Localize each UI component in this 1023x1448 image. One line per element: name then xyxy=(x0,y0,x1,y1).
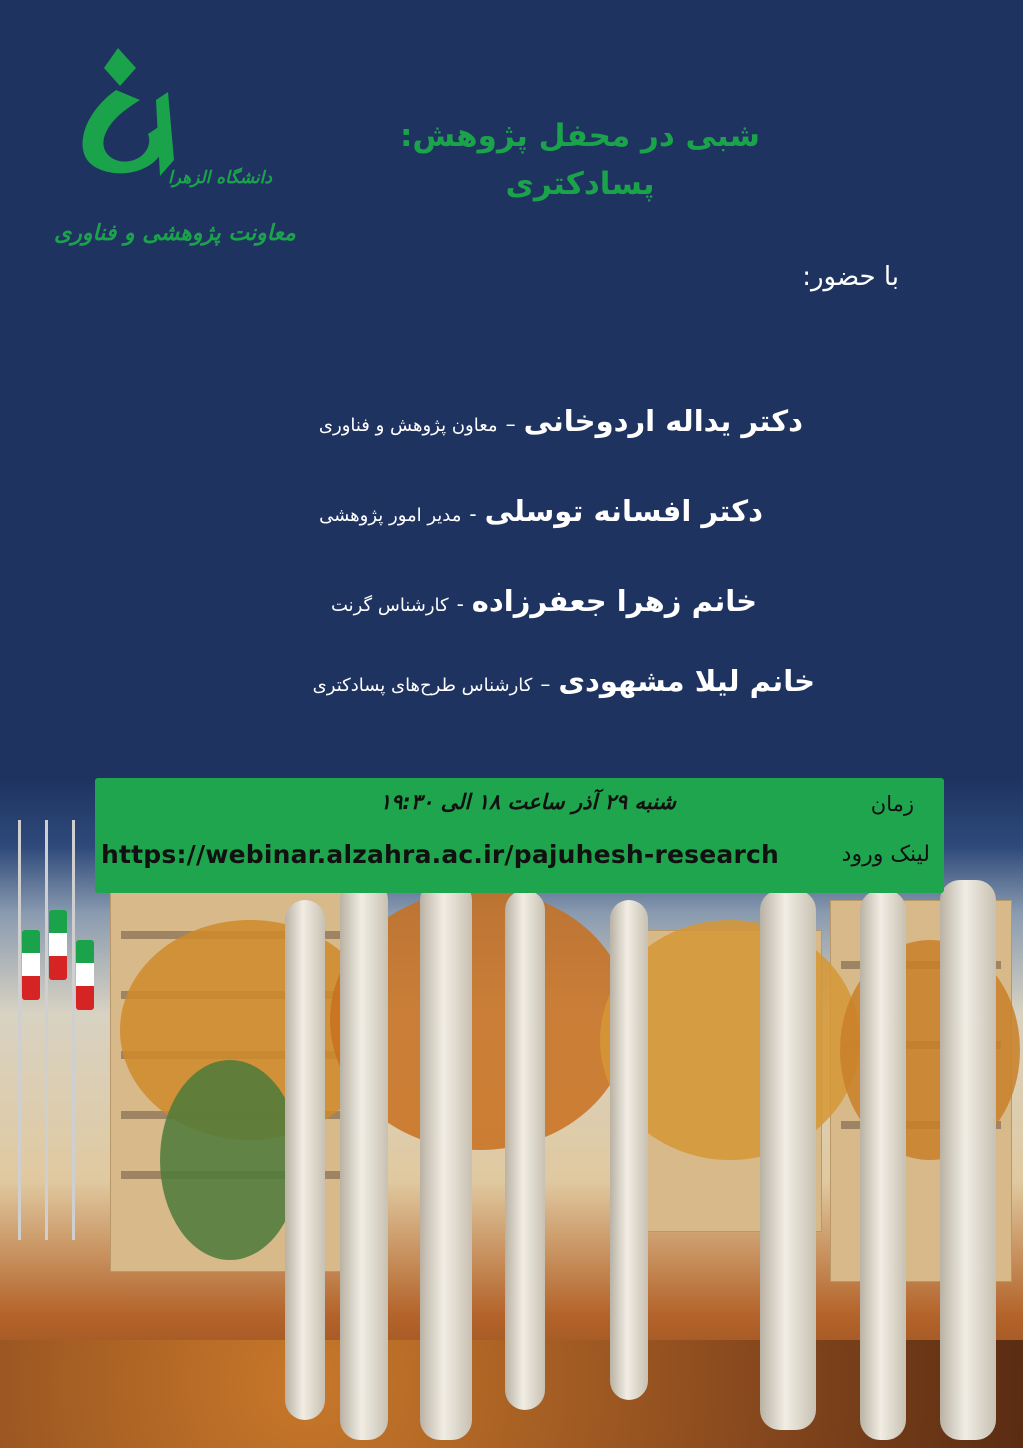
tree-trunk xyxy=(760,890,816,1430)
flagpole xyxy=(45,820,48,1240)
title-line-1: شبی در محفل پژوهش: xyxy=(399,118,761,154)
time-label: زمان xyxy=(870,792,914,816)
speaker-role: مدیر امور پژوهشی xyxy=(319,505,462,526)
speaker-separator: – xyxy=(505,412,516,436)
presence-label: با حضور: xyxy=(802,262,899,292)
logo-department-text: معاونت پژوهشی و فناوری xyxy=(54,220,296,246)
speaker-role: کارشناس گرنت xyxy=(330,595,449,616)
speaker-name: خانم زهرا جعفرزاده xyxy=(471,584,757,618)
flagpole xyxy=(18,820,21,1240)
tree-trunk xyxy=(610,900,648,1400)
speaker-separator: - xyxy=(469,502,477,526)
logo-university-text: دانشگاه الزهرا xyxy=(168,168,272,188)
title-line-2: پسادکتری xyxy=(505,166,655,202)
speaker-item xyxy=(331,584,757,618)
tree-trunk xyxy=(420,880,472,1440)
speaker-name: دکتر افسانه توسلی xyxy=(484,494,763,528)
speaker-name: خانم لیلا مشهودی xyxy=(558,664,815,698)
event-title xyxy=(380,112,780,208)
tree-trunk xyxy=(285,900,325,1420)
speaker-item xyxy=(319,494,763,528)
speaker-item xyxy=(313,664,815,698)
tree-trunk xyxy=(860,890,906,1440)
flag xyxy=(22,930,40,1000)
event-info-box xyxy=(95,778,944,893)
tree-foliage xyxy=(160,1060,300,1260)
tree-trunk xyxy=(340,880,388,1440)
speaker-separator: – xyxy=(540,672,551,696)
tree-trunk xyxy=(940,880,996,1440)
flagpole xyxy=(72,820,75,1240)
link-label: لینک ورود xyxy=(841,842,930,867)
flag xyxy=(76,940,94,1010)
speaker-item xyxy=(319,404,803,438)
speaker-role: معاون پژوهش و فناوری xyxy=(318,415,498,436)
webinar-link[interactable]: https://webinar.alzahra.ac.ir/pajuhesh-research xyxy=(101,840,780,869)
speaker-role: کارشناس طرح‌های پسادکتری xyxy=(312,675,533,696)
tree-trunk xyxy=(505,890,545,1410)
event-date-time: شنبه ۲۹ آذر ساعت ۱۸ الی ۱۹:۳۰ xyxy=(379,790,676,814)
speaker-separator: - xyxy=(456,592,464,616)
flag xyxy=(49,910,67,980)
university-logo xyxy=(48,40,296,270)
speaker-name: دکتر یداله اردوخانی xyxy=(523,404,803,438)
